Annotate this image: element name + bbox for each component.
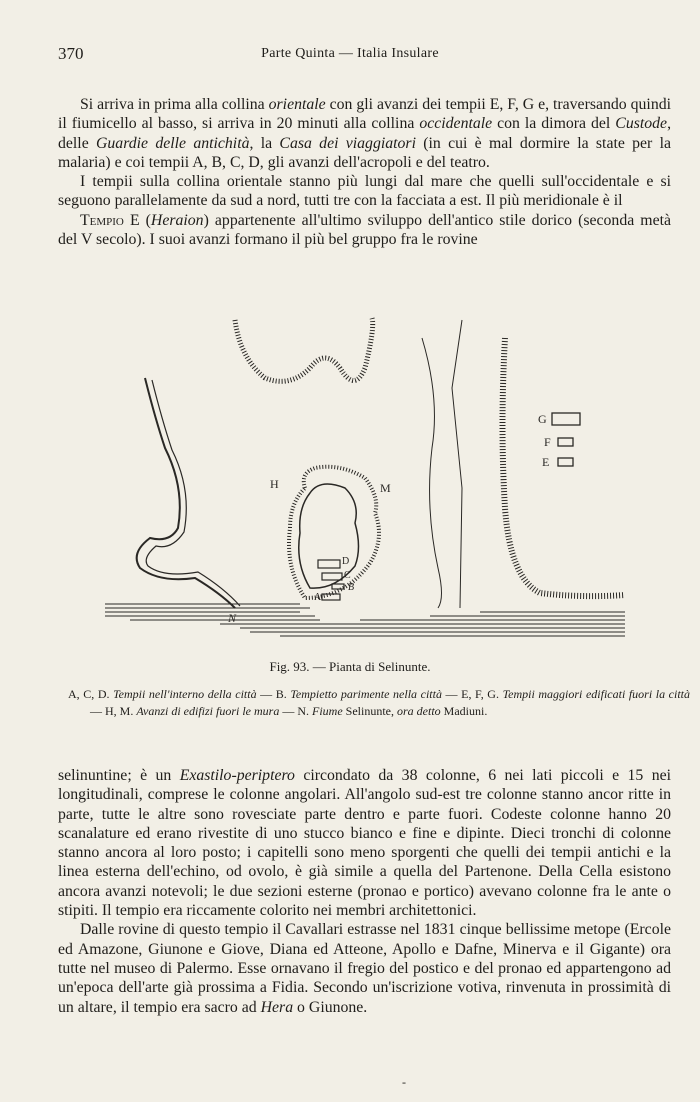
paragraph-3: Tempio E (Heraion) appartenente all'ultimo sviluppo dell'antico stile dorico (seconda metà del V secolo). I suoi avanzi formano il più bel gruppo fra le rovine — [58, 211, 671, 249]
paragraph-2: I tempii sulla collina orientale stanno più lungi dal mare che quelli sull'occidentale e si seguono parallelamente da sud a nord, tutti tre con la facciata a est. Il più meridionale è il — [58, 173, 671, 210]
page-number: 370 — [58, 44, 84, 63]
top-text-block — [58, 95, 671, 249]
running-title: Parte Quinta — Italia Insulare — [261, 46, 439, 61]
paragraph-4: selinuntine; è un Exastilo-periptero circondato da 38 colonne, 6 nei lati piccoli e 15 nei longitudinali, comprese le colonne angolari. All'angolo sud-est tre colonne stanno ancor ritte in parte, tutte le altre sono rovesciate parte dentro e parte fuori. Codeste colonne hanno 20 scanalature ed erano rivestite di uno stucco bianco e fine e dipinte. Dieci tronchi di colonne stanno ancora al loro posto; i capitelli sono meno sporgenti che quelli dei tempii antichi e la linea esterna dell'echino, od ovolo, è già simile a quella del Partenone. Della Cella esistono ancora avanzi notevoli; le due sezioni esterne (pronao e portico) avevano colonne fra le ante o stipiti. Il tempio era riccamente colorito nei membri architettonici. — [58, 767, 671, 920]
label-a: A — [314, 592, 322, 603]
temple-c — [322, 573, 342, 580]
east-hill-ridge — [503, 338, 626, 596]
label-g: G — [538, 412, 547, 426]
selinunte-map-figure — [100, 308, 630, 653]
temple-f — [558, 438, 573, 446]
label-n: N — [228, 611, 237, 625]
label-e: E — [542, 455, 550, 469]
temple-d — [318, 560, 340, 568]
page-header — [58, 44, 642, 66]
label-f: F — [544, 435, 551, 449]
label-m: M — [380, 481, 391, 495]
label-d: D — [342, 556, 350, 567]
footer-mark: - — [402, 1075, 406, 1089]
temple-e — [558, 458, 573, 466]
temple-a — [322, 594, 340, 600]
north-hill-ridge — [235, 318, 373, 381]
roads — [422, 338, 442, 608]
river-hatching — [105, 604, 625, 636]
label-c: C — [344, 570, 351, 581]
figure-caption: Fig. 93. — Pianta di Selinunte. — [269, 659, 431, 674]
selinunte-map — [100, 308, 630, 653]
label-h: H — [270, 477, 279, 491]
label-b: B — [348, 582, 355, 593]
figure-legend: A, C, D. Tempii nell'interno della città — B. Tempietto parimente nella città — E, F, G. Tempii maggiori edificati fuori la città — H, M. Avanzi di edifizi fuori le mura — N. Fiume Selinunte, ora detto Madiuni. — [68, 687, 691, 718]
paragraph-1: Si arriva in prima alla collina orientale con gli avanzi dei tempii E, F, G e, traversando quindi il fiumicello al basso, si arriva in 20 minuti alla collina occidentale con la dimora del Custode, delle Guardie delle antichità, la Casa dei viaggiatori (in cui è mal dormire la state per la malaria) e coi tempii A, B, C, D, gli avanzi dell'acropoli e del teatro. — [58, 96, 672, 171]
bottom-text-block — [58, 766, 671, 1017]
temple-g — [552, 413, 580, 425]
paragraph-5: Dalle rovine di questo tempio il Cavallari estrasse nel 1831 cinque bellissime metope (Ercole ed Amazone, Giunone e Giove, Diana ed Atteone, Apollo e Dafne, Minerva e il Gigante) ora tutte nel museo di Palermo. Esse ornavano il fregio del postico e del pronao ed appartengono ad un'epoca dell'arte già prossima a Fidia. Secondo un'iscrizione votiva, rinvenuta in prossimità di un altare, il tempio era sacro ad Hera o Giunone. — [58, 921, 671, 1016]
acropolis-wall — [289, 467, 379, 598]
